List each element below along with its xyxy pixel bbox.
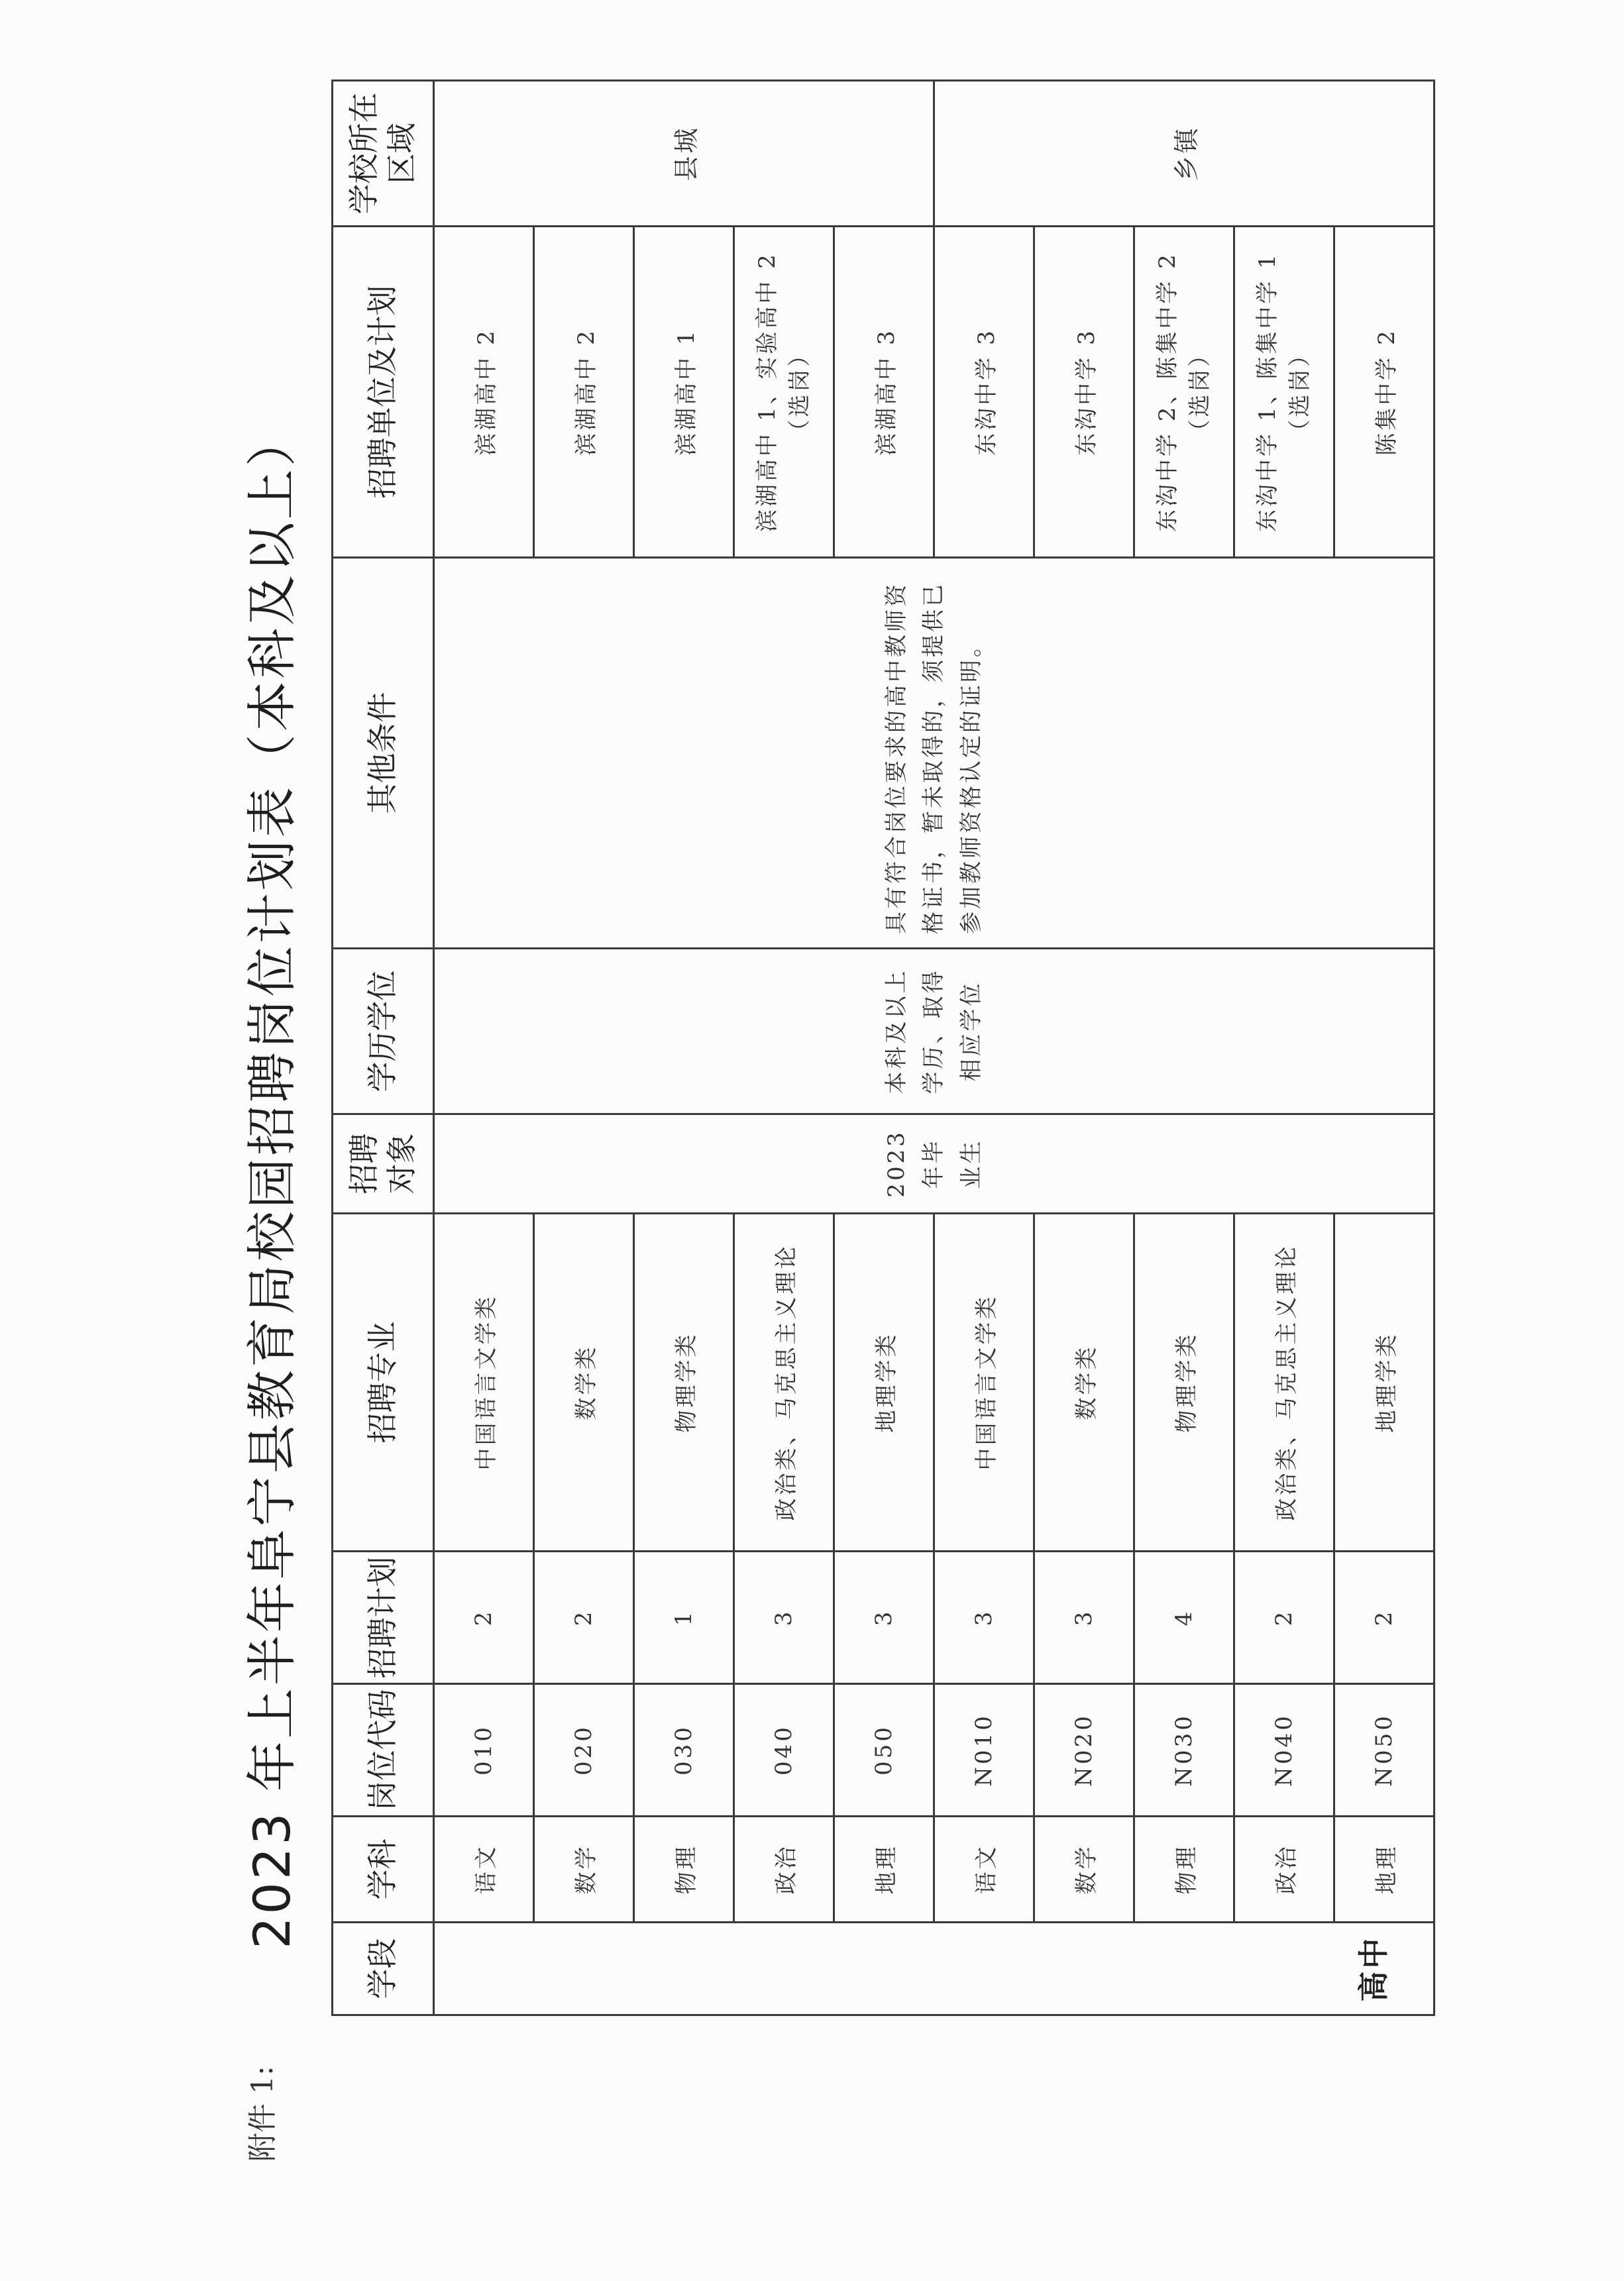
units-cell: 东沟中学 3 (934, 227, 1034, 558)
subject-cell: 政治 (734, 1817, 834, 1923)
post-code-cell: N040 (1234, 1684, 1334, 1817)
post-code-cell: N020 (1034, 1684, 1134, 1817)
major-cell: 中国语言文学类 (934, 1214, 1034, 1552)
education-cell: 本科及以上学历、取得相应学位 (434, 949, 1435, 1114)
post-code-cell: 020 (534, 1684, 634, 1817)
major-cell: 地理学类 (834, 1214, 934, 1552)
header-target: 招聘对象 (333, 1114, 434, 1214)
plan-count-cell: 3 (834, 1552, 934, 1684)
recruitment-plan-table (331, 80, 1435, 2016)
major-cell: 数学类 (1034, 1214, 1134, 1552)
subject-cell: 语文 (434, 1817, 534, 1923)
region-cell-county: 县城 (434, 81, 934, 227)
subject-cell: 地理 (1334, 1817, 1435, 1923)
major-cell: 数学类 (534, 1214, 634, 1552)
major-cell: 政治类、马克思主义理论 (734, 1214, 834, 1552)
plan-count-cell: 4 (1134, 1552, 1234, 1684)
units-cell: 滨湖高中 1、实验高中 2（选岗） (734, 227, 834, 558)
header-major: 招聘专业 (333, 1214, 434, 1552)
subject-cell: 数学 (534, 1817, 634, 1923)
header-stage: 学段 (333, 1923, 434, 2015)
other-conditions-cell: 具有符合岗位要求的高中教师资格证书，暂未取得的，须提供已参加教师资格认定的证明。 (434, 558, 1435, 949)
major-cell: 物理学类 (1134, 1214, 1234, 1552)
units-cell: 滨湖高中 3 (834, 227, 934, 558)
post-code-cell: 040 (734, 1684, 834, 1817)
region-cell-township: 乡镇 (934, 81, 1435, 227)
header-other-conditions: 其他条件 (333, 558, 434, 949)
subject-cell: 物理 (634, 1817, 734, 1923)
attachment-label: 附件 1: (246, 2066, 280, 2162)
units-cell: 滨湖高中 2 (534, 227, 634, 558)
units-cell: 东沟中学 3 (1034, 227, 1134, 558)
post-code-cell: N010 (934, 1684, 1034, 1817)
table-row (434, 81, 534, 2015)
subject-cell: 物理 (1134, 1817, 1234, 1923)
plan-count-cell: 2 (534, 1552, 634, 1684)
table-header-row (333, 81, 434, 2015)
subject-cell: 政治 (1234, 1817, 1334, 1923)
stage-cell: 高中 (434, 1923, 1435, 2015)
plan-count-cell: 2 (434, 1552, 534, 1684)
plan-count-cell: 3 (934, 1552, 1034, 1684)
major-cell: 物理学类 (634, 1214, 734, 1552)
header-plan-count: 招聘计划 (333, 1552, 434, 1684)
target-cell: 2023年毕业生 (434, 1114, 1435, 1214)
document-title: 2023 年上半年阜宁县教育局校园招聘岗位计划表（本科及以上） (243, 413, 301, 1949)
header-subject: 学科 (333, 1817, 434, 1923)
post-code-cell: 030 (634, 1684, 734, 1817)
post-code-cell: 010 (434, 1684, 534, 1817)
subject-cell: 地理 (834, 1817, 934, 1923)
units-cell: 东沟中学 1、陈集中学 1（选岗） (1234, 227, 1334, 558)
header-education: 学历学位 (333, 949, 434, 1114)
post-code-cell: N050 (1334, 1684, 1435, 1817)
major-cell: 地理学类 (1334, 1214, 1435, 1552)
major-cell: 政治类、马克思主义理论 (1234, 1214, 1334, 1552)
subject-cell: 语文 (934, 1817, 1034, 1923)
units-cell: 东沟中学 2、陈集中学 2（选岗） (1134, 227, 1234, 558)
plan-count-cell: 3 (734, 1552, 834, 1684)
plan-count-cell: 1 (634, 1552, 734, 1684)
plan-count-cell: 3 (1034, 1552, 1134, 1684)
post-code-cell: N030 (1134, 1684, 1234, 1817)
header-post-code: 岗位代码 (333, 1684, 434, 1817)
plan-count-cell: 2 (1334, 1552, 1435, 1684)
units-cell: 滨湖高中 1 (634, 227, 734, 558)
units-cell: 滨湖高中 2 (434, 227, 534, 558)
header-region: 学校所在区域 (333, 81, 434, 227)
subject-cell: 数学 (1034, 1817, 1134, 1923)
units-cell: 陈集中学 2 (1334, 227, 1435, 558)
plan-count-cell: 2 (1234, 1552, 1334, 1684)
major-cell: 中国语言文学类 (434, 1214, 534, 1552)
header-units: 招聘单位及计划 (333, 227, 434, 558)
post-code-cell: 050 (834, 1684, 934, 1817)
